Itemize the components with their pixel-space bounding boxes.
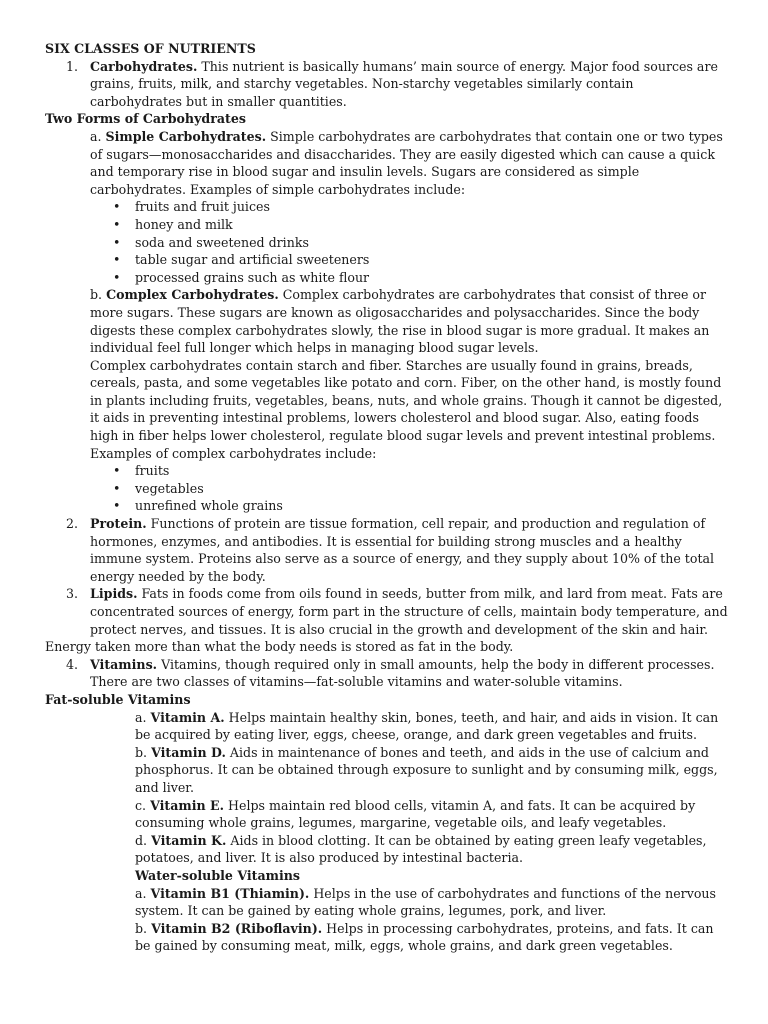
- list-item: • fruits and fruit juices: [45, 198, 728, 216]
- item-carbohydrates: [45, 58, 728, 111]
- energy-note: Energy taken more than what the body needs is stored as fat in the body.: [45, 639, 514, 655]
- section-heading-water-soluble: Water-soluble Vitamins: [135, 867, 300, 883]
- item-number: 1.: [66, 58, 79, 74]
- vitamin-b2-paragraph: b. Vitamin B2 (Riboflavin). Helps in processing carbohydrates, proteins, and fats. It can be gained by consuming meat, milk, eggs, whole grains, and dark green vegetables.: [135, 920, 714, 954]
- list-item: • honey and milk: [45, 216, 728, 234]
- vitamin-e-paragraph: c. Vitamin E. Helps maintain red blood cells, vitamin A, and fats. It can be acquired by consuming whole grains, legumes, margarine, vegetable oils, and leafy vegetables.: [135, 797, 696, 831]
- item-heading: Lipids.: [90, 586, 138, 602]
- list-item: • unrefined whole grains: [45, 497, 728, 515]
- list-item: • vegetables: [45, 480, 728, 498]
- item-protein: 2. Protein. Functions of protein are tissue formation, cell repair, and production and regulation of hormones, enzymes, and antibodies. It is essential for building strong muscles and a healthy immune system. Proteins also serve as a source of energy, and they supply about 10% of the total energy needed by the body.: [66, 516, 715, 584]
- complex-carbs-heading: Complex Carbohydrates.: [106, 287, 279, 303]
- document-title: SIX CLASSES OF NUTRIENTS: [45, 41, 256, 56]
- simple-carbs-paragraph: a. Simple Carbohydrates. Simple carbohydrates are carbohydrates that contain one or two types of sugars—monosaccharides and disaccharides. They are easily digested which can cause a quick and temporary rise in blood sugar and insulin levels. Sugars are considered as simple carbohydrates. Examples of simple carbohydrates include:: [90, 128, 723, 197]
- item-text: This nutrient is basically humans’ main source of energy. Major food sources are grains, fruits, milk, and starchy vegetables. Non-starchy vegetables similarly contain carbohydrates but in smaller quantities.: [90, 58, 718, 109]
- list-item: • soda and sweetened drinks: [45, 234, 728, 252]
- vitamin-k-paragraph: d. Vitamin K. Aids in blood clotting. It can be obtained by eating green leafy vegetables, potatoes, and liver. It is also produced by intestinal bacteria.: [135, 832, 707, 866]
- list-item: • processed grains such as white flour: [45, 269, 728, 287]
- item-heading: Protein.: [90, 516, 147, 532]
- item-vitamins: 4. Vitamins. Vitamins, though required only in small amounts, help the body in different processes. There are two classes of vitamins—fat-soluble vitamins and water-soluble vitamins.: [66, 656, 715, 690]
- complex-carbs-paragraph: b. Complex Carbohydrates. Complex carbohydrates are carbohydrates that consist of three or more sugars. These sugars are known as oligosaccharides and polysaccharides. Since the body digests these complex carbohydrates slowly, the rise in blood sugar is more gradual. It makes an individual feel full longer which helps in managing blood sugar levels.: [90, 287, 710, 356]
- simple-carbs-heading: Simple Carbohydrates.: [105, 128, 267, 144]
- complex-carbs-paragraph-2: Complex carbohydrates contain starch and fiber. Starches are usually found in grains, breads, cereals, pasta, and some vegetables like potato and corn. Fiber, on the other hand, is mostly found in plants including fruits, vegetables, beans, nuts, and whole grains. Though it cannot be digested, it aids in preventing intestinal problems, lowers cholesterol and blood sugar. Also, eating foods high in fiber helps lower cholesterol, regulate blood sugar levels and prevent intestinal problems. Examples of complex carbohydrates include:: [90, 357, 723, 461]
- list-item: • table sugar and artificial sweeteners: [45, 251, 728, 269]
- item-heading: Vitamins.: [90, 656, 158, 672]
- list-item: • fruits: [45, 462, 728, 480]
- section-heading-fat-soluble: Fat-soluble Vitamins: [45, 691, 191, 707]
- vitamin-d-paragraph: b. Vitamin D. Aids in maintenance of bones and teeth, and aids in the use of calcium and phosphorus. It can be obtained through exposure to sunlight and by consuming milk, eggs, and liver.: [135, 744, 718, 795]
- item-heading: Carbohydrates.: [90, 58, 198, 74]
- vitamin-a-paragraph: a. Vitamin A. Helps maintain healthy skin, bones, teeth, and hair, and aids in vision. It can be acquired by eating liver, eggs, cheese, orange, and dark green vegetables and fruits.: [135, 709, 719, 743]
- item-lipids: 3. Lipids. Fats in foods come from oils found in seeds, butter from milk, and lard from meat. Fats are concentrated sources of energy, form part in the structure of cells, maintain body temperature, and protect nerves, and tissues. It is also crucial in the growth and development of the skin and hair.: [66, 586, 728, 637]
- section-heading-two-forms: Two Forms of Carbohydrates: [45, 111, 246, 127]
- vitamin-b1-paragraph: a. Vitamin B1 (Thiamin). Helps in the use of carbohydrates and functions of the nervous system. It can be gained by eating whole grains, legumes, pork, and liver.: [135, 885, 716, 919]
